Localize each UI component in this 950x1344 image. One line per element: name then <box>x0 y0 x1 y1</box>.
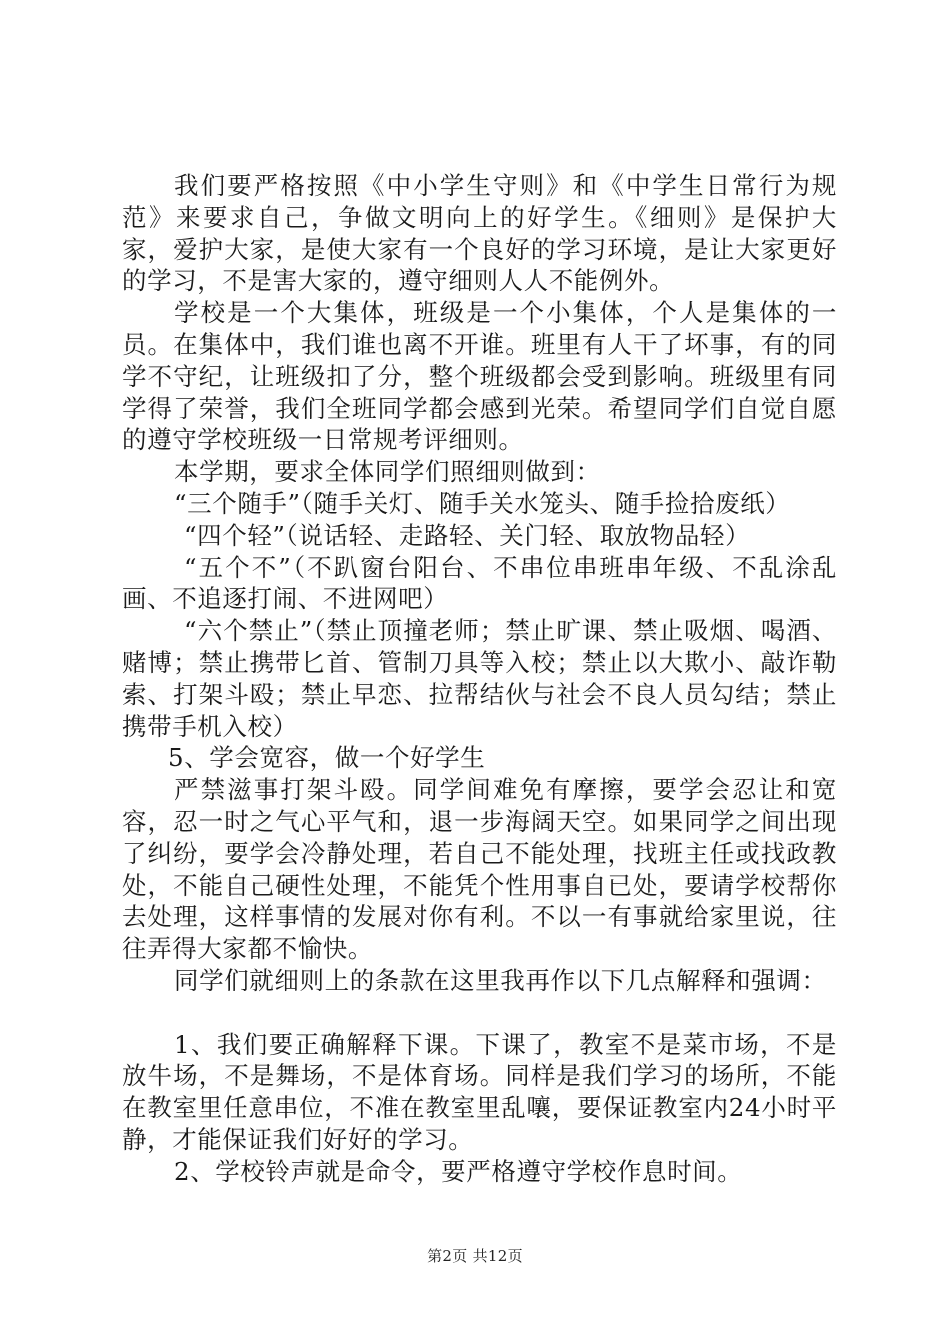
paragraph-code-of-conduct: 我们要严格按照《中小学生守则》和《中学生日常行为规范》来要求自己，争做文明向上的好学生。《细则》是保护大家，爱护大家，是使大家有一个良好的学习环境，是让大家更好的学习，不是害大家的，遵守细则人人不能例外。 <box>122 171 837 296</box>
paragraph-no-fighting: 严禁滋事打架斗殴。同学间难免有摩擦，要学会忍让和宽容，忍一时之气心平气和，退一步海阔天空。如果同学之间出现了纠纷，要学会冷静处理，若自己不能处理，找班主任或找政教处，不能自己硬性处理，不能凭个性用事自已处，要请学校帮你去处理，这样事情的发展对你有利。不以一有事就给家里说，往往弄得大家都不愉快。 <box>122 775 837 964</box>
paragraph-item-2-bell: 2、学校铃声就是命令，要严格遵守学校作息时间。 <box>174 1156 743 1186</box>
list-item-four-quiet: “四个轻”（说话轻、走路轻、关门轻、取放物品轻） <box>184 520 751 550</box>
blank-line <box>122 997 837 1029</box>
paragraph-explanation-intro: 同学们就细则上的条款在这里我再作以下几点解释和强调： <box>174 965 827 995</box>
list-item-six-prohibitions: “六个禁止”（禁止顶撞老师；禁止旷课、禁止吸烟、喝酒、赌博；禁止携带匕首、管制刀具等入校；禁止以大欺小、敲诈勒索、打架斗殴；禁止早恋、拉帮结伙与社会不良人员勾结；禁止携带手机入校） <box>122 616 837 741</box>
page-number-footer: 第2页 共12页 <box>427 1247 523 1265</box>
document-body <box>122 170 837 1188</box>
paragraph-semester-requirements: 本学期，要求全体同学们照细则做到： <box>174 457 601 487</box>
list-item-five-nots: “五个不”（不趴窗台阳台、不串位串班串年级、不乱涂乱画、不追逐打闹、不进网吧） <box>122 552 837 614</box>
section-heading-tolerance: 5、学会宽容，做一个好学生 <box>168 743 486 773</box>
list-item-three-hands: “三个随手”（随手关灯、随手关水笼头、随手捡拾废纸） <box>174 488 791 518</box>
paragraph-item-1-break-time: 1、我们要正确解释下课。下课了，教室不是菜市场，不是放牛场，不是舞场，不是体育场。同样是我们学习的场所，不能在教室里任意串位，不准在教室里乱嚷，要保证教室内24小时平静，才能保证我们好好的学习。 <box>122 1029 837 1154</box>
paragraph-collective: 学校是一个大集体，班级是一个小集体，个人是集体的一员。在集体中，我们谁也离不开谁。班里有人干了坏事，有的同学不守纪，让班级扣了分，整个班级都会受到影响。班级里有同学得了荣誉，我们全班同学都会感到光荣。希望同学们自觉自愿的遵守学校班级一日常规考评细则。 <box>122 298 837 455</box>
